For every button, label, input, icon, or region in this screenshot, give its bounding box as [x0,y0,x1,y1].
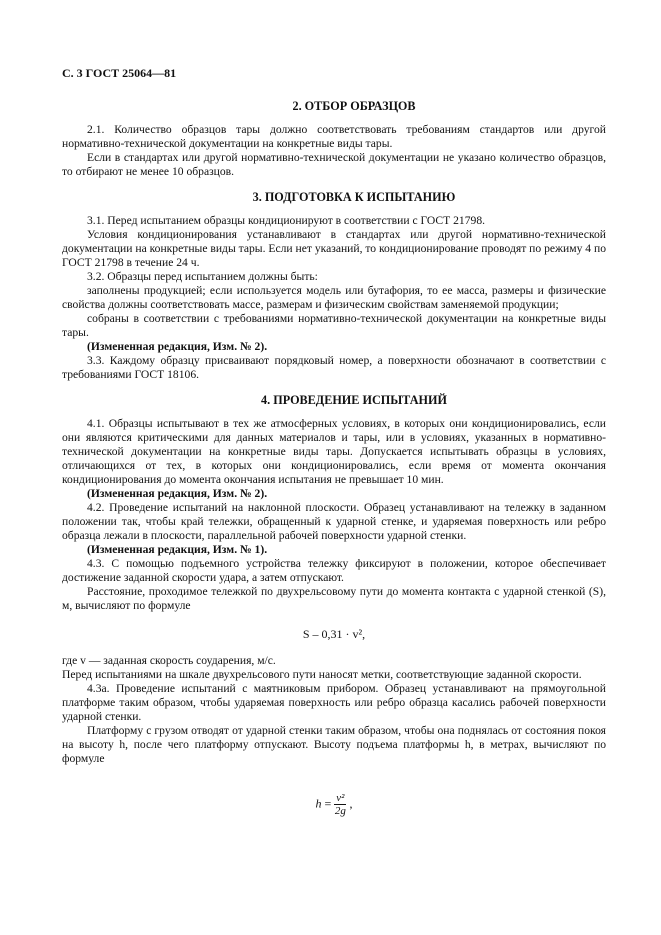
amendment-note: (Измененная редакция, Изм. № 1). [87,543,268,556]
paragraph: 4.1. Образцы испытывают в тех же атмосферных условиях, в которых они кондиционировались, если они являются критическими для данных материалов и тары, или в условиях, указанных в нормативно-технической документации на конкретные виды тары. Допускается испытывать образцы в условиях, отличающихся от тех, в которых они кондиционировались, если время от момента окончания кондиционирования до момента окончания испытания не превышает 10 мин. [62,417,606,486]
paragraph: Платформу с грузом отводят от ударной стенки таким образом, чтобы она поднялась от состояния покоя на высоту h, после чего платформу отпускают. Высоту подъема платформы h, в метрах, вычисляют по формуле [62,724,606,765]
fraction-numerator: v² [336,792,345,804]
fraction [334,792,346,817]
section-4 [62,393,606,817]
paragraph: Условия кондиционирования устанавливают в стандартах или другой нормативно-технической документации на конкретные виды тары. Если нет указаний, то кондиционирование проводят по режиму 4 по ГОСТ 21798 в течение 24 ч. [62,228,606,269]
paragraph: 2.1. Количество образцов тары должно соответствовать требованиям стандартов или другой нормативно-технической документации на конкретные виды тары. [62,123,606,150]
formula-tail: , [349,796,353,811]
page-header: С. 3 ГОСТ 25064—81 [62,66,177,80]
section-3 [62,190,606,382]
amendment-note: (Измененная редакция, Изм. № 2). [87,487,268,500]
formula-height [62,792,606,817]
paragraph: Расстояние, проходимое тележкой по двухрельсовому пути до момента контакта с ударной стенкой (S), м, вычисляют по формуле [62,585,606,612]
section-title: 3. ПОДГОТОВКА К ИСПЫТАНИЮ [252,190,456,204]
document-page [62,66,606,830]
section-title: 2. ОТБОР ОБРАЗЦОВ [292,99,416,113]
paragraph: собраны в соответствии с требованиями нормативно-технической документации на конкретные виды тары. [62,312,606,339]
paragraph: 4.2. Проведение испытаний на наклонной плоскости. Образец устанавливают на тележку в заданном положении так, чтобы край тележки, обращенный к ударной стенке, и ударяемая поверхность или ребро образца лежали в плоскости, параллельной рабочей поверхности ударной стенки. [62,501,606,542]
paragraph: 3.3. Каждому образцу присваивают порядковый номер, а поверхности обозначают в соответствии с требованиями ГОСТ 18106. [62,354,606,381]
paragraph: Если в стандартах или другой нормативно-технической документации не указано количество образцов, то отбирают не менее 10 образцов. [62,151,606,178]
formula-equals: = [324,796,332,811]
formula-distance: S – 0,31 · v², [302,627,366,641]
paragraph: 3.2. Образцы перед испытанием должны быть: [87,270,318,283]
paragraph: 3.1. Перед испытанием образцы кондиционируют в соответствии с ГОСТ 21798. [87,214,486,227]
paragraph: заполнены продукцией; если используется модель или бутафория, то ее масса, размеры и физические свойства должны соответствовать массе, размерам и физическим свойствам заменяемой продукции; [62,284,606,311]
fraction-denominator: 2g [334,805,346,817]
section-2 [62,99,606,179]
paragraph: Перед испытаниями на шкале двухрельсового пути наносят метки, соответствующие заданной скорости. [62,668,582,681]
amendment-note: (Измененная редакция, Изм. № 2). [87,340,268,353]
paragraph: 4.3а. Проведение испытаний с маятниковым прибором. Образец устанавливают на прямоугольной платформе таким образом, чтобы ударяемая поверхность или ребро образца касались рабочей поверхности ударной стенки. [62,682,606,723]
paragraph: 4.3. С помощью подъемного устройства тележку фиксируют в положении, которое обеспечивает достижение заданной скорости удара, а затем отпускают. [62,557,606,584]
formula-lhs: h [315,796,322,811]
section-title: 4. ПРОВЕДЕНИЕ ИСПЫТАНИЙ [261,393,447,407]
paragraph: где v — заданная скорость соударения, м/с. [62,654,276,667]
